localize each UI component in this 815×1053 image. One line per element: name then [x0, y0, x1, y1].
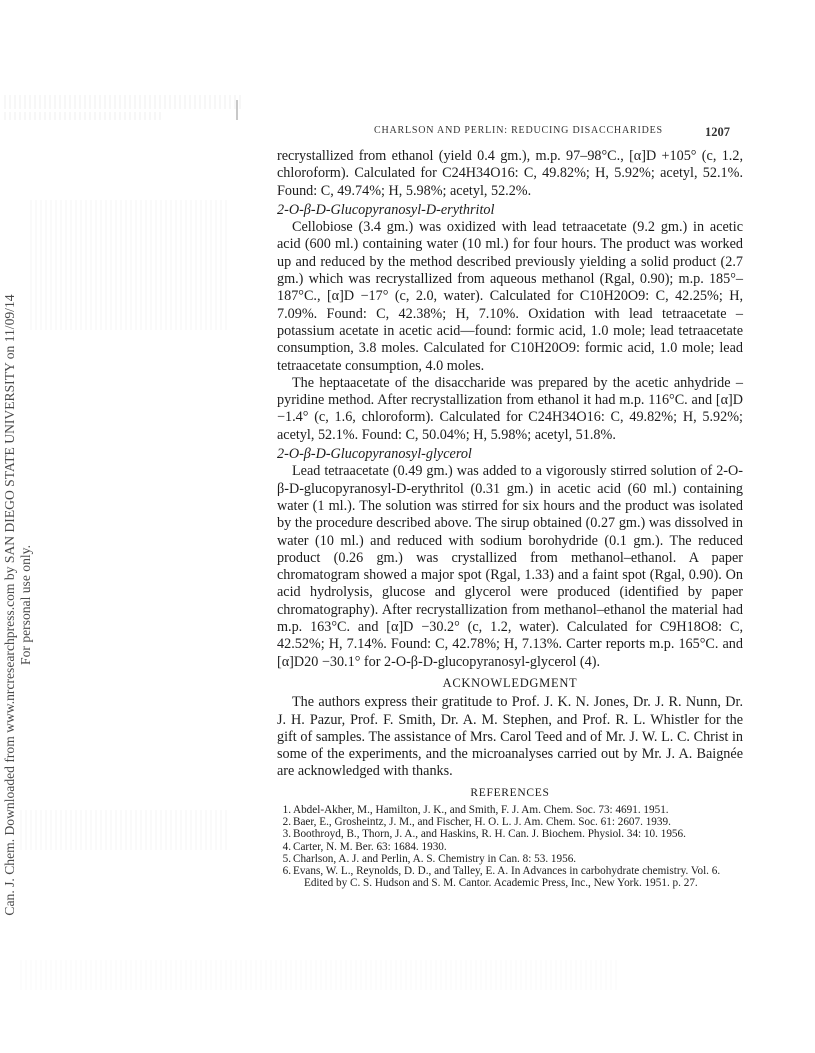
page-number: 1207 — [705, 125, 730, 139]
reference-item: 5. Charlson, A. J. and Perlin, A. S. Chemistry in Can. 8: 53. 1956. — [282, 852, 577, 865]
watermark-line-source: Can. J. Chem. Downloaded from www.nrcresearchpress.com by SAN DIEGO STATE UNIVERSITY on 11/09/14 — [2, 294, 17, 916]
section-heading-glycerol: 2-O-β-D-Glucopyranosyl-glycerol — [277, 446, 472, 463]
paragraph-cellobiose-oxidation: Cellobiose (3.4 gm.) was oxidized with lead tetraacetate (9.2 gm.) in acetic acid (600 ml.) containing water (10 ml.) for four hours. The product was worked up and reduced by the method described previously yielding a solid product (2.7 gm.) which was recrystallized from aqueous methanol (Rgal, 0.90); m.p. 185°–187°C., [α]D −17° (c, 2.0, water). Calculated for C10H20O9: C, 42.25%; H, 7.09%. Found: C, 42.38%; H, 7.10%. Oxidation with lead tetraacetate – potassium acetate in acetic acid—found: formic acid, 1.0 mole; lead tetraacetate consumption, 3.8 moles. Calculated for C10H20O9: formic acid, 1.0 mole; lead tetraacetate consumption, 4.0 moles. — [277, 219, 743, 374]
references-list — [277, 804, 743, 889]
reference-item: 3. Boothroyd, B., Thorn, J. A., and Haskins, R. H. Can. J. Biochem. Physiol. 34: 10. 1956. — [282, 828, 686, 841]
bleed-through-rule — [236, 100, 238, 120]
bleed-through-text — [4, 112, 164, 120]
reference-item: 2. Baer, E., Grosheintz, J. M., and Fischer, H. O. L. J. Am. Chem. Soc. 61: 2607. 1939. — [282, 816, 671, 829]
references-heading: REFERENCES — [470, 786, 550, 799]
reference-item: 1. Abdel-Akher, M., Hamilton, J. K., and Smith, F. J. Am. Chem. Soc. 73: 4691. 1951. — [282, 803, 669, 816]
reference-item: 6. Evans, W. L., Reynolds, D. D., and Talley, E. A. In Advances in carbohydrate chemistry. Vol. 6. Edited by C. S. Hudson and S. M. Cantor. Academic Press, Inc., New York. 1951. p. 27. — [282, 865, 721, 890]
acknowledgment-text: The authors express their gratitude to Prof. J. K. N. Jones, Dr. J. R. Nunn, Dr. J. H. Pazur, Prof. F. Smith, Dr. A. M. Stephen, and Prof. R. L. Whistler for the gift of samples. The assistance of Mrs. Carol Teed and of Mr. J. W. L. C. Christ in some of the experiments, and the microanalyses carried out by Mr. J. A. Baignée are acknowledged with thanks. — [277, 694, 743, 780]
paragraph-heptaacetate-prep: The heptaacetate of the disaccharide was prepared by the acetic anhydride – pyridine method. After recrystallization from ethanol it had m.p. 116°C. and [α]D −1.4° (c, 1.6, chloroform). Calculated for C24H34O16: C, 49.82%; H, 5.92%; acetyl, 52.1%. Found: C, 50.04%; H, 5.98%; acetyl, 51.8%. — [277, 374, 743, 443]
running-header — [374, 125, 730, 139]
bleed-through-text — [4, 95, 244, 109]
article-body — [277, 148, 743, 889]
paragraph-glycerol-prep: Lead tetraacetate (0.49 gm.) was added to a vigorously stirred solution of 2-O-β-D-glucopyranosyl-D-erythritol (0.31 gm.) in acetic acid (60 ml.) containing water (1 ml.). The solution was stirred for six hours and the product was isolated by the procedure described above. The sirup obtained (0.27 gm.) was dissolved in water (10 ml.) and reduced with sodium borohydride (0.1 gm.). The reduced product (0.26 gm.) was crystallized from methanol–ethanol. A paper chromatogram showed a major spot (Rgal, 1.33) and a faint spot (Rgal, 0.90). On acid hydrolysis, glucose and glycerol were produced (identified by paper chromatography). After recrystallization from methanol–ethanol the material had m.p. 163°C. and [α]D −30.2° (c, 1.2, water). Calculated for C9H18O8: C, 42.52%; H, 7.14%. Found: C, 42.78%; H, 7.13%. Carter reports m.p. 165°C. and [α]D20 −30.1° for 2-O-β-D-glucopyranosyl-glycerol (4). — [277, 463, 743, 670]
bleed-through-text — [20, 810, 230, 850]
watermark-line-usage: For personal use only. — [17, 545, 33, 665]
bleed-through-text — [20, 960, 620, 990]
bleed-through-text — [30, 200, 230, 330]
reference-item: 4. Carter, N. M. Ber. 63: 1684. 1930. — [282, 840, 447, 853]
download-watermark — [2, 210, 33, 1000]
running-title: CHARLSON AND PERLIN: REDUCING DISACCHARIDES — [374, 125, 663, 136]
acknowledgment-heading: ACKNOWLEDGMENT — [442, 675, 578, 690]
section-heading-erythritol: 2-O-β-D-Glucopyranosyl-D-erythritol — [277, 201, 495, 218]
paragraph-heptaacetate-end: recrystallized from ethanol (yield 0.4 gm.), m.p. 97–98°C., [α]D +105° (c, 1.2, chloroform). Calculated for C24H34O16: C, 49.82%; H, 5.92%; acetyl, 52.1%. Found: C, 49.74%; H, 5.98%; acetyl, 52.2%. — [277, 148, 743, 199]
